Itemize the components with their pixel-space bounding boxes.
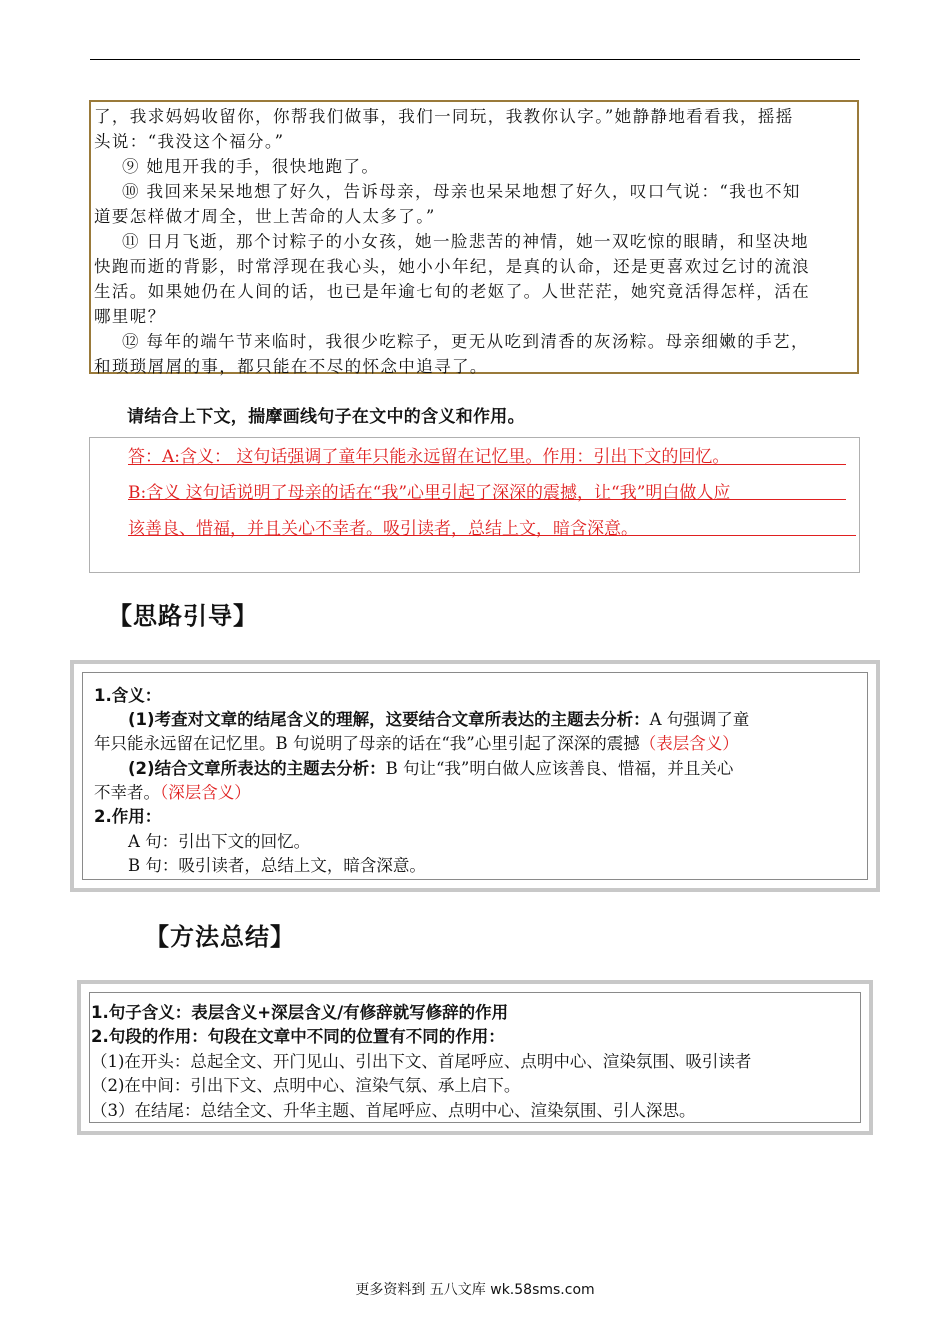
guide-line-1: 1.含义： <box>94 686 162 705</box>
passage-line: 头说：“我没这个福分。” <box>94 132 285 151</box>
guide-line-7: A 句：引出下文的回忆。 <box>128 832 311 851</box>
method-heading: 【方法总结】 <box>145 923 295 951</box>
answer-underline <box>128 464 846 465</box>
paragraph-11-cont: 快跑而逝的背影，时常浮现在我心头，她小小年纪，是真的认命，还是更喜欢过乞讨的流浪 <box>94 257 810 276</box>
answer-line-b: B:含义 这句话说明了母亲的话在“我”心里引起了深深的震撼，让“我”明白做人应 <box>128 483 731 503</box>
method-line-4: （2)在中间：引出下文、点明中心、渲染气氛、承上启下。 <box>91 1076 521 1095</box>
method-line-1: 1.句子含义：表层含义+深层含义/有修辞就写修辞的作用 <box>91 1003 509 1022</box>
answer-underline <box>128 535 856 536</box>
guide-line-4: (2)结合文章所表达的主题去分析：B 句让“我”明白做人应该善良、惜福，并且关心 <box>128 759 734 778</box>
paragraph-12-cont: 和琐琐屑屑的事，都只能在不尽的怀念中追寻了。 <box>94 357 488 376</box>
passage-line: 了，我求妈妈收留你，你帮我们做事，我们一同玩，我教你认字。”她静静地看看我，摇摇 <box>94 107 794 126</box>
method-line-2: 2.句段的作用：句段在文章中不同的位置有不同的作用： <box>91 1027 505 1046</box>
paragraph-11-cont: 哪里呢？ <box>94 307 166 326</box>
footer-text: 更多资料到 五八文库 wk.58sms.com <box>355 1282 595 1298</box>
paragraph-10-cont: 道要怎样做才周全，世上苦命的人太多了。” <box>94 207 436 226</box>
guide-line-5: 不幸者。（深层含义） <box>94 783 251 802</box>
method-frame <box>77 980 873 1135</box>
header-rule <box>90 59 860 60</box>
answer-underline <box>128 499 846 500</box>
guide-frame <box>70 660 880 892</box>
paragraph-11: ⑪ 日月飞逝，那个讨粽子的小女孩，她一脸悲苦的神情，她一双吃惊的眼睛，和坚决地 <box>122 232 809 251</box>
answer-box <box>89 437 860 573</box>
guide-line-2: (1)考查对文章的结尾含义的理解，这要结合文章所表达的主题去分析：A 句强调了童 <box>128 710 750 729</box>
guide-line-8: B 句：吸引读者，总结上文，暗含深意。 <box>128 856 426 875</box>
answer-line-c: 该善良、惜福，并且关心不幸者。吸引读者，总结上文，暗含深意。 <box>128 519 638 539</box>
paragraph-10: ⑩ 我回来呆呆地想了好久，告诉母亲，母亲也呆呆地想了好久，叹口气说：“我也不知 <box>122 182 801 201</box>
question-text: 请结合上下文，揣摩画线句子在文中的含义和作用。 <box>127 407 525 427</box>
paragraph-9: ⑨ 她甩开我的手，很快地跑了。 <box>122 157 380 176</box>
method-line-3: （1)在开头：总起全文、开门见山、引出下文、首尾呼应、点明中心、渲染氛围、吸引读者 <box>91 1052 752 1071</box>
answer-line-a: 答：A:含义： 这句话强调了童年只能永远留在记忆里。作用：引出下文的回忆。 <box>128 447 730 467</box>
method-line-5: （3）在结尾：总结全文、升华主题、首尾呼应、点明中心、渲染氛围、引人深思。 <box>91 1101 696 1120</box>
paragraph-12: ⑫ 每年的端午节来临时，我很少吃粽子，更无从吃到清香的灰汤粽。母亲细嫩的手艺， <box>122 332 809 351</box>
paragraph-11-cont: 生活。如果她仍在人间的话，也已是年逾七旬的老妪了。人世茫茫，她究竟活得怎样，活在 <box>94 282 810 301</box>
guide-line-6: 2.作用： <box>94 807 162 826</box>
passage-box <box>89 100 859 374</box>
guide-heading: 【思路引导】 <box>108 602 258 630</box>
guide-line-3: 年只能永远留在记忆里。B 句说明了母亲的话在“我”心里引起了深深的震撼（表层含义） <box>94 734 739 753</box>
